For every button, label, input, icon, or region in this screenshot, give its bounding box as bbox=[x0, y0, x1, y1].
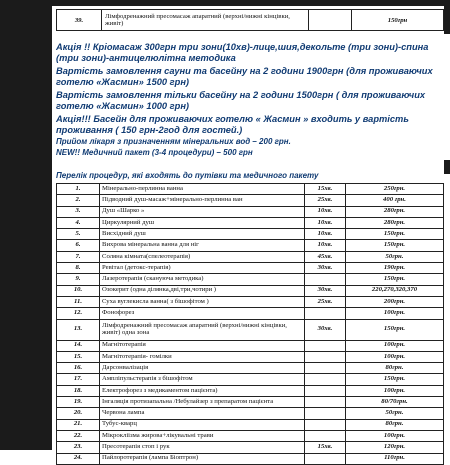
duration-cell bbox=[305, 351, 346, 362]
price-cell: 50грн. bbox=[346, 408, 444, 419]
doctor-appointment: Прийом лікаря з призначенням мінеральних вод – 200 грн. bbox=[56, 137, 291, 147]
price-cell: 100грн. bbox=[346, 340, 444, 351]
price-cell: 280грн. bbox=[346, 206, 444, 217]
row-number: 5. bbox=[57, 229, 100, 240]
background-band-bottom-left bbox=[0, 340, 54, 450]
table-row bbox=[57, 453, 444, 464]
price-cell: 280грн. bbox=[346, 217, 444, 228]
table-row bbox=[57, 217, 444, 228]
price-cell: 100грн. bbox=[346, 351, 444, 362]
table-row bbox=[57, 251, 444, 262]
row-number: 20. bbox=[57, 408, 100, 419]
promo-cryomassage: Акція !! Кріомасаж 300грн три зони(10хв)-лице,шия,декольте (три зони)-спина (три зони)-антицелюлітна методика bbox=[56, 42, 429, 64]
duration-cell: 25хв. bbox=[305, 195, 346, 206]
price-cell: 50грн. bbox=[346, 251, 444, 262]
procedure-name: Підводний душ-масаж+мінерально-перлинна ван bbox=[100, 195, 305, 206]
row-number: 18. bbox=[57, 385, 100, 396]
table-row bbox=[57, 206, 444, 217]
procedure-name: Пайлоротерапія (лампа Біоптрон) bbox=[100, 453, 305, 464]
duration-cell bbox=[305, 453, 346, 464]
procedure-name: Мікрокліізма жирова+лікувальні трави bbox=[100, 430, 305, 441]
duration-cell bbox=[305, 397, 346, 408]
procedure-name: Лімфодренажний пресомасаж апаратний (верхні/нижні кінцівки, живіт) одна зона bbox=[100, 319, 305, 340]
row-number: 9. bbox=[57, 274, 100, 285]
row-number: 2. bbox=[57, 195, 100, 206]
procedure-name: Дарсонвалізація bbox=[100, 363, 305, 374]
duration-cell: 30хв. bbox=[305, 285, 346, 296]
duration-cell: 45хв. bbox=[305, 251, 346, 262]
duration-cell: 30хв. bbox=[305, 319, 346, 340]
procedure-name: Висхідний душ bbox=[100, 229, 305, 240]
table-row bbox=[57, 240, 444, 251]
duration-cell: 30хв. bbox=[305, 263, 346, 274]
row-number: 14. bbox=[57, 340, 100, 351]
table-row bbox=[57, 340, 444, 351]
row-number: 7. bbox=[57, 251, 100, 262]
price-cell: 120грн. bbox=[346, 442, 444, 453]
table-row bbox=[57, 408, 444, 419]
table-row bbox=[57, 263, 444, 274]
duration-cell: 10хв. bbox=[305, 217, 346, 228]
procedure-name: Лімфодренажний пресомасаж апаратний (верхні/нижні кінцівки, живіт) bbox=[102, 10, 309, 31]
procedure-name: Вихрова мінеральна ванна для ніг bbox=[100, 240, 305, 251]
table-row bbox=[57, 285, 444, 296]
table-row bbox=[57, 308, 444, 319]
procedure-name: Фонофорез bbox=[100, 308, 305, 319]
table-row bbox=[57, 442, 444, 453]
procedure-name: Червона лампа bbox=[100, 408, 305, 419]
promotions-block bbox=[56, 42, 442, 159]
duration-cell bbox=[305, 363, 346, 374]
row-number: 3. bbox=[57, 206, 100, 217]
procedure-name: Озокерит (одна ділянка,дві,три,чотири ) bbox=[100, 285, 305, 296]
price-list-page bbox=[52, 6, 444, 462]
duration-cell: 10хв. bbox=[305, 206, 346, 217]
price-cell: 150грн. bbox=[346, 240, 444, 251]
procedure-name: Інгаляція протизапальна /Небулайзер з препаратом пацієнта bbox=[100, 397, 305, 408]
price-cell: 100грн. bbox=[346, 385, 444, 396]
procedure-name: Лазеротерапія (скануюча методика) bbox=[100, 274, 305, 285]
procedures-title: Перелік процедур, які входять до путівки та медичного пакету bbox=[56, 171, 319, 180]
row-number: 15. bbox=[57, 351, 100, 362]
price-cell: 250грн. bbox=[346, 184, 444, 195]
price-cell: 150грн. bbox=[346, 229, 444, 240]
table-row bbox=[57, 397, 444, 408]
procedure-name: Ампліпульстерапія з бішофітом bbox=[100, 374, 305, 385]
promo-pool-guests: Акція!!! Басейн для проживаючих готелю « Жасмин » входить у вартість проживання ( 150 грн-2год для гостей.) bbox=[56, 113, 409, 135]
promo-pool-only: Вартість замовлення тільки басейну на 2 години 1500грн ( для проживаючих готелю «Жасмин» 1000 грн) bbox=[56, 89, 426, 112]
promo-sauna-pool: Вартість замовлення сауни та басейну на 2 години 1900грн (для проживаючих готелю «Жасмин» 1500 грн) bbox=[56, 65, 433, 88]
row-number: 13. bbox=[57, 319, 100, 340]
procedure-name: Суха вуглекисла ванна( з бішофітом ) bbox=[100, 296, 305, 307]
duration-cell bbox=[305, 430, 346, 441]
price-cell: 100грн. bbox=[346, 430, 444, 441]
table-row bbox=[57, 419, 444, 430]
procedure-name: Тубус-кварц bbox=[100, 419, 305, 430]
procedure-name: Соляна кімната(спелеотерапія) bbox=[100, 251, 305, 262]
price-cell: 150грн. bbox=[346, 374, 444, 385]
row-number: 22. bbox=[57, 430, 100, 441]
price-cell: 190грн. bbox=[346, 263, 444, 274]
row-number: 10. bbox=[57, 285, 100, 296]
price-cell: 80грн. bbox=[346, 419, 444, 430]
duration-cell bbox=[305, 374, 346, 385]
price-cell: 110грн. bbox=[346, 453, 444, 464]
procedures-table bbox=[56, 183, 444, 465]
row-number: 17. bbox=[57, 374, 100, 385]
procedure-name: Пресотерапія стоп і рук bbox=[100, 442, 305, 453]
price-cell: 150грн bbox=[352, 10, 444, 31]
table-row bbox=[57, 374, 444, 385]
table-row bbox=[57, 385, 444, 396]
table-row bbox=[57, 351, 444, 362]
table-row bbox=[57, 296, 444, 307]
duration-cell: 10хв. bbox=[305, 240, 346, 251]
table-row bbox=[57, 10, 444, 31]
duration-cell: 15хв. bbox=[305, 442, 346, 453]
duration-cell bbox=[305, 419, 346, 430]
procedure-name: Душ «Шарко » bbox=[100, 206, 305, 217]
duration-cell bbox=[305, 274, 346, 285]
procedure-name: Ревітал (детокс-терапія) bbox=[100, 263, 305, 274]
row-number: 21. bbox=[57, 419, 100, 430]
procedure-name: Електрофорез з медикаментом пацієнта) bbox=[100, 385, 305, 396]
row-number: 8. bbox=[57, 263, 100, 274]
table-row bbox=[57, 195, 444, 206]
row-number: 16. bbox=[57, 363, 100, 374]
duration-cell bbox=[305, 308, 346, 319]
table-row bbox=[57, 229, 444, 240]
duration-cell bbox=[305, 340, 346, 351]
price-cell: 80грн. bbox=[346, 363, 444, 374]
row-number: 1. bbox=[57, 184, 100, 195]
procedure-name: Мінерально-перлинна ванна bbox=[100, 184, 305, 195]
row-number: 6. bbox=[57, 240, 100, 251]
table-row bbox=[57, 274, 444, 285]
procedure-name: Магнітотерапія bbox=[100, 340, 305, 351]
row-number: 19. bbox=[57, 397, 100, 408]
price-cell: 200грн. bbox=[346, 296, 444, 307]
duration-cell bbox=[305, 408, 346, 419]
price-cell: 100грн. bbox=[346, 308, 444, 319]
row-number: 4. bbox=[57, 217, 100, 228]
procedure-name: Магнітотерапія- гомілки bbox=[100, 351, 305, 362]
price-cell: 150грн. bbox=[346, 319, 444, 340]
table-row bbox=[57, 430, 444, 441]
duration-cell: 25хв. bbox=[305, 296, 346, 307]
duration-cell: 10хв. bbox=[305, 229, 346, 240]
top-table-fragment bbox=[56, 9, 444, 31]
price-cell: 400 грн. bbox=[346, 195, 444, 206]
price-cell: 150грн. bbox=[346, 274, 444, 285]
table-row bbox=[57, 319, 444, 340]
price-cell: 220,270,320,370 bbox=[346, 285, 444, 296]
duration-cell bbox=[305, 385, 346, 396]
row-number: 23. bbox=[57, 442, 100, 453]
table-row bbox=[57, 184, 444, 195]
procedure-name: Циркулярний душ bbox=[100, 217, 305, 228]
table-row bbox=[57, 363, 444, 374]
row-number: 12. bbox=[57, 308, 100, 319]
row-number: 39. bbox=[57, 10, 102, 31]
row-number: 11. bbox=[57, 296, 100, 307]
row-number: 24. bbox=[57, 453, 100, 464]
price-cell: 80/70грн. bbox=[346, 397, 444, 408]
medical-package: NEW!! Медичний пакет (3-4 процедури) – 500 грн bbox=[56, 148, 253, 158]
duration-cell bbox=[309, 10, 352, 31]
duration-cell: 15хв. bbox=[305, 184, 346, 195]
